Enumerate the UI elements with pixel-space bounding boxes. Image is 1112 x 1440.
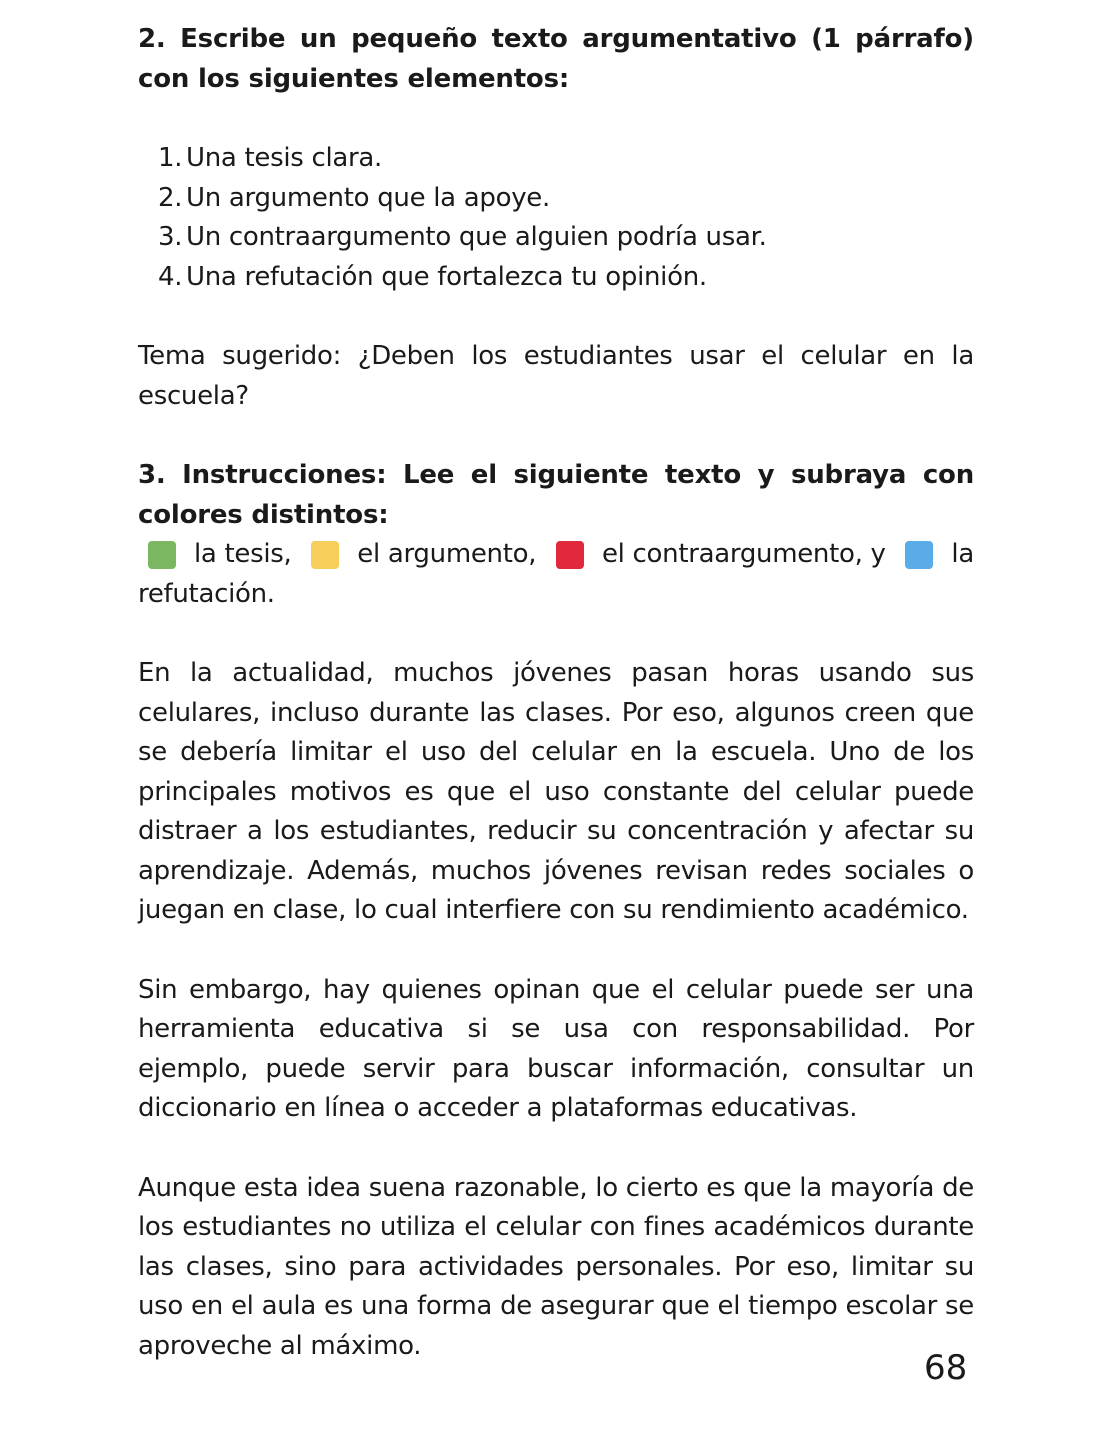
list-item	[138, 139, 974, 179]
list-item-text: Un argumento que la apoye.	[186, 182, 550, 213]
list-item-number: 2.	[158, 182, 183, 213]
reading-paragraph-1: En la actualidad, muchos jóvenes pasan horas usando sus celulares, incluso durante las clases. Por eso, algunos creen que se debería limitar el uso del celular en la escuela. Uno de los principales motivos es que el uso constante del celular puede distraer a los estudiantes, reducir su concentración y afectar su aprendizaje. Además, muchos jóvenes revisan redes sociales o juegan en clase, lo cual interfiere con su rendimiento académico.	[138, 657, 974, 926]
legend-label: la tesis,	[194, 539, 292, 570]
legend-item-refutacion	[905, 535, 974, 575]
document-page	[138, 20, 974, 1367]
section-2-heading-line-2: con los siguientes elementos:	[138, 63, 570, 94]
legend-item-contraargumento	[556, 535, 886, 575]
legend-item-argumento	[311, 535, 536, 575]
list-item-number: 1.	[158, 143, 183, 174]
section-3-heading	[138, 456, 974, 535]
list-item	[138, 258, 974, 298]
section-2-heading	[138, 20, 974, 99]
legend-continuation: refutación.	[138, 578, 275, 609]
green-swatch-icon	[148, 541, 176, 569]
blue-swatch-icon	[905, 541, 933, 569]
section-3-heading-line-2: colores distintos:	[138, 499, 389, 530]
legend-label: el argumento,	[357, 539, 537, 570]
list-item-text: Un contraargumento que alguien podría usar.	[186, 222, 767, 253]
legend-label: el contraargumento, y	[601, 539, 886, 570]
page-number: 68	[924, 1348, 968, 1388]
color-legend	[138, 535, 974, 575]
legend-item-tesis	[138, 535, 292, 575]
reading-paragraph-3: Aunque esta idea suena razonable, lo cierto es que la mayoría de los estudiantes no utiliza el celular con fines académicos durante las clases, sino para actividades personales. Por eso, limitar su uso en el aula es una forma de asegurar que el tiempo escolar se aproveche al máximo.	[138, 1172, 974, 1361]
reading-paragraph-2: Sin embargo, hay quienes opinan que el celular puede ser una herramienta educativa si se usa con responsabilidad. Por ejemplo, puede servir para buscar información, consultar un diccionario en línea o acceder a plataformas educativas.	[138, 974, 974, 1124]
list-item	[138, 218, 974, 258]
list-item-text: Una tesis clara.	[186, 143, 383, 174]
red-swatch-icon	[556, 541, 584, 569]
section-3-heading-line-1: 3. Instrucciones: Lee el siguiente texto y subraya con	[138, 459, 974, 490]
yellow-swatch-icon	[311, 541, 339, 569]
section-2-heading-line-1: 2. Escribe un pequeño texto argumentativo (1 párrafo)	[138, 24, 974, 54]
list-item-number: 3.	[158, 222, 183, 253]
suggested-topic: Tema sugerido: ¿Deben los estudiantes usar el celular en la escuela?	[138, 341, 974, 411]
list-item-number: 4.	[158, 261, 183, 292]
elements-list	[138, 139, 974, 297]
list-item-text: Una refutación que fortalezca tu opinión.	[186, 261, 707, 292]
list-item	[138, 179, 974, 219]
legend-label: la	[951, 539, 974, 570]
